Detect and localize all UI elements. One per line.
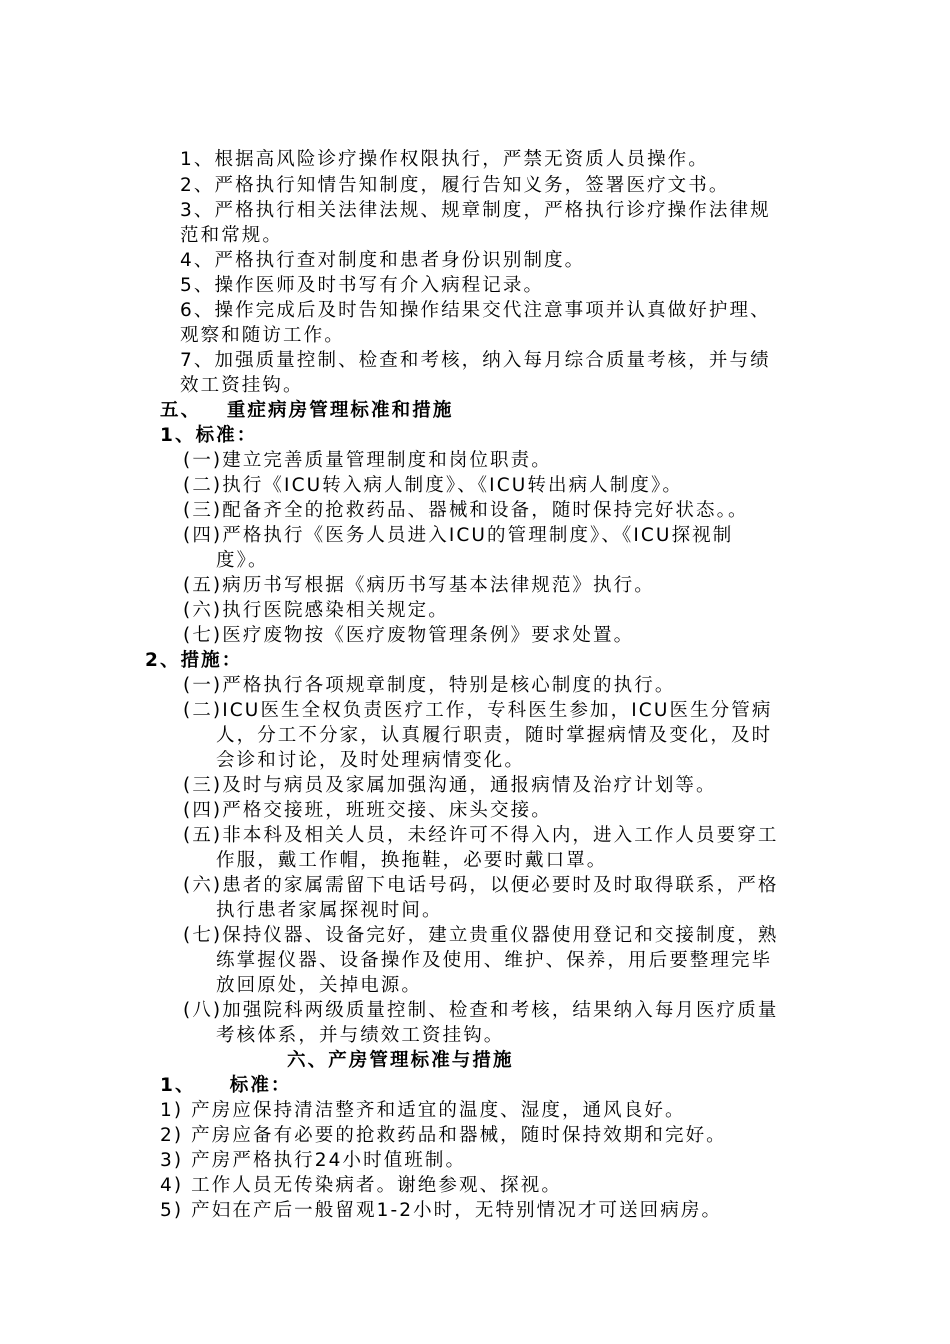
s6-item-5: 5) 产妇在产后一般留观1-2小时，无特别情况才可送回病房。 [160, 1200, 723, 1221]
s5-measure-8: (八)加强院科两级质量控制、检查和考核，结果纳入每月医疗质量 [183, 1000, 779, 1021]
section6-title: 六、产房管理标准与措施 [287, 1050, 514, 1071]
s4-line-7: 6、操作完成后及时告知操作结果交代注意事项并认真做好护理、 [180, 300, 771, 321]
section5-title: 五、 重症病房管理标准和措施 [160, 400, 454, 421]
s4-line-10: 效工资挂钩。 [180, 375, 304, 396]
s5-standard-6: (六)执行医院感染相关规定。 [183, 600, 449, 621]
s5-standard-1: (一)建立完善质量管理制度和岗位职责。 [183, 450, 552, 471]
s4-line-3: 3、严格执行相关法律法规、规章制度，严格执行诊疗操作法律规 [180, 200, 771, 221]
s5-standard-4: (四)严格执行《医务人员进入ICU的管理制度》、《ICU探视制 [183, 525, 734, 546]
s6-item-1: 1) 产房应保持清洁整齐和适宜的温度、湿度，通风良好。 [160, 1100, 686, 1121]
s5-measure-7-cont-1: 练掌握仪器、设备操作及使用、维护、保养，用后要整理完毕 [216, 950, 773, 971]
s5-measure-2: (二)ICU医生全权负责医疗工作，专科医生参加，ICU医生分管病 [183, 700, 773, 721]
s4-line-6: 5、操作医师及时书写有介入病程记录。 [180, 275, 545, 296]
section5-standards-heading: 1、标准： [160, 425, 258, 446]
s5-measure-5-cont: 作服，戴工作帽，换拖鞋，必要时戴口罩。 [216, 850, 608, 871]
s5-measure-2-cont-1: 人，分工不分家，认真履行职责，随时掌握病情及变化，及时 [216, 725, 773, 746]
s5-measure-2-cont-2: 会诊和讨论，及时处理病情变化。 [216, 750, 526, 771]
s4-line-5: 4、严格执行查对制度和患者身份识别制度。 [180, 250, 586, 271]
s5-measure-8-cont: 考核体系，并与绩效工资挂钩。 [216, 1025, 505, 1046]
s5-measure-3: (三)及时与病员及家属加强沟通，通报病情及治疗计划等。 [183, 775, 717, 796]
s5-measure-1: (一)严格执行各项规章制度，特别是核心制度的执行。 [183, 675, 676, 696]
s5-measure-6: (六)患者的家属需留下电话号码，以便必要时及时取得联系，严格 [183, 875, 779, 896]
s5-measure-7: (七)保持仪器、设备完好，建立贵重仪器使用登记和交接制度，熟 [183, 925, 779, 946]
s5-standard-4-cont: 度》。 [216, 550, 269, 571]
s5-standard-5: (五)病历书写根据《病历书写基本法律规范》执行。 [183, 575, 655, 596]
s4-line-1: 1、根据高风险诊疗操作权限执行，严禁无资质人员操作。 [180, 149, 709, 170]
s5-standard-2: (二)执行《ICU转入病人制度》、《ICU转出病人制度》。 [183, 475, 683, 496]
s6-item-2: 2) 产房应备有必要的抢救药品和器械，随时保持效期和完好。 [160, 1125, 727, 1146]
s5-measure-6-cont: 执行患者家属探视时间。 [216, 900, 443, 921]
s5-standard-7: (七)医疗废物按《医疗废物管理条例》要求处置。 [183, 625, 635, 646]
s5-measure-7-cont-2: 放回原处，关掉电源。 [216, 975, 423, 996]
s6-item-4: 4) 工作人员无传染病者。谢绝参观、探视。 [160, 1175, 562, 1196]
section6-standards-heading: 1、 标准： [160, 1075, 292, 1096]
s5-measure-5: (五)非本科及相关人员，未经许可不得入内，进入工作人员要穿工 [183, 825, 779, 846]
s5-standard-3: (三)配备齐全的抢救药品、器械和设备，随时保持完好状态。。 [183, 500, 749, 521]
s4-line-2: 2、严格执行知情告知制度，履行告知义务，签署医疗文书。 [180, 175, 730, 196]
s5-measure-4: (四)严格交接班，班班交接、床头交接。 [183, 800, 552, 821]
section5-measures-heading: 2、措施： [145, 650, 243, 671]
s4-line-8: 观察和随访工作。 [180, 325, 345, 346]
s6-item-3: 3) 产房严格执行24小时值班制。 [160, 1150, 467, 1171]
s4-line-9: 7、加强质量控制、检查和考核，纳入每月综合质量考核，并与绩 [180, 350, 771, 371]
s4-line-4: 范和常规。 [180, 225, 284, 246]
